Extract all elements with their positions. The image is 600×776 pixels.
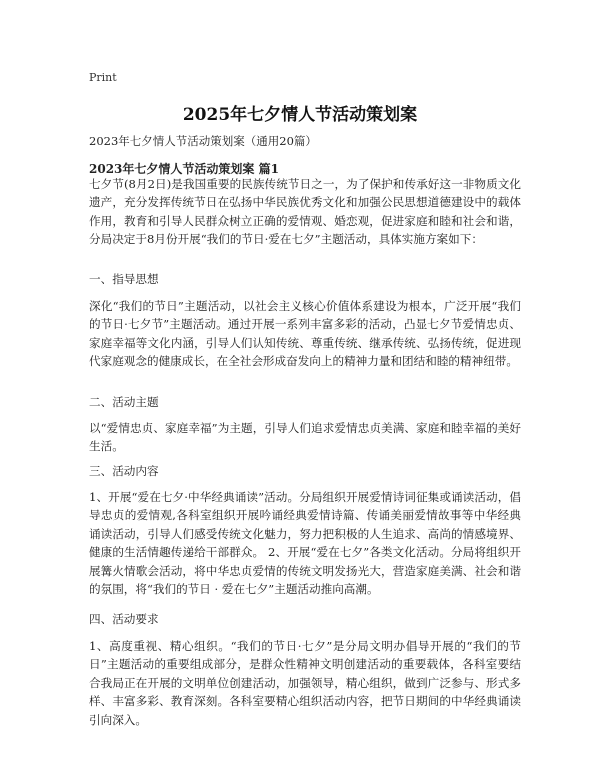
paragraph-activity-theme: 以“爱情忠贞、家庭幸福”为主题，引导人们追求爱情忠贞美满、家庭和睦幸福的美好生活。: [89, 421, 521, 454]
print-link[interactable]: Print: [89, 71, 117, 84]
heading-activity-requirements: 四、活动要求: [89, 612, 159, 626]
document-title: 2025年七夕情人节活动策划案: [182, 105, 418, 125]
document-subtitle: 2023年七夕情人节活动策划案（通用20篇）: [89, 134, 317, 148]
heading-activity-content: 三、活动内容: [89, 464, 159, 478]
intro-paragraph: 七夕节(8月2日)是我国重要的民族传统节日之一，为了保护和传承好这一非物质文化遗产，充分发挥传统节日在弘扬中华民族优秀文化和加强公民思想道德建设中的载体作用，教育和引导人民群众树立正确的爱情观、婚恋观，促进家庭和睦和社会和谐，分局决定于8月份开展“我们的节日·爱在七夕”主题活动，具体实施方案如下：: [89, 177, 521, 247]
paragraph-guiding-ideology: 深化“我们的节日”主题活动，以社会主义核心价值体系建设为根本，广泛开展“我们的节日·七夕节”主题活动。通过开展一系列丰富多彩的活动，凸显七夕节爱情忠贞、家庭幸福等文化内涵，引导人们认知传统、尊重传统、继承传统、弘扬传统，促进现代家庭观念的健康成长，在全社会形成奋发向上的精神力量和团结和睦的精神纽带。: [89, 299, 521, 369]
section-title: 2023年七夕情人节活动策划案 篇1: [89, 162, 279, 176]
paragraph-activity-content: 1、开展“爱在七夕·中华经典诵读”活动。分局组织开展爱情诗词征集或诵读活动，倡导忠贞的爱情观,各科室组织开展吟诵经典爱情诗篇、传诵美丽爱情故事等中华经典诵读活动，引导人们感受传统文化魅力，努力把积极的人生追求、高尚的情感境界、健康的生活情趣传递给干部群众。 2、开展“爱在七夕”各类文化活动。分局将组织开展篝火情歌会活动，将中华忠贞爱情的传统文明发扬光大，营造家庭美满、社会和谐的氛围，将“我们的节日 · 爱在七夕”主题活动推向高潮。: [89, 490, 521, 597]
heading-activity-theme: 二、活动主题: [89, 395, 159, 409]
paragraph-activity-requirements: 1、高度重视、精心组织。“我们的节日·七夕”是分局文明办倡导开展的“我们的节日”主题活动的重要组成部分，是群众性精神文明创建活动的重要载体，各科室要结合我局正在开展的文明单位创建活动，加强领导，精心组织，做到广泛参与、形式多样、丰富多彩、教育深刻。各科室要精心组织活动内容，把节日期间的中华经典诵读引向深入。: [89, 639, 521, 727]
heading-guiding-ideology: 一、指导思想: [89, 272, 159, 286]
